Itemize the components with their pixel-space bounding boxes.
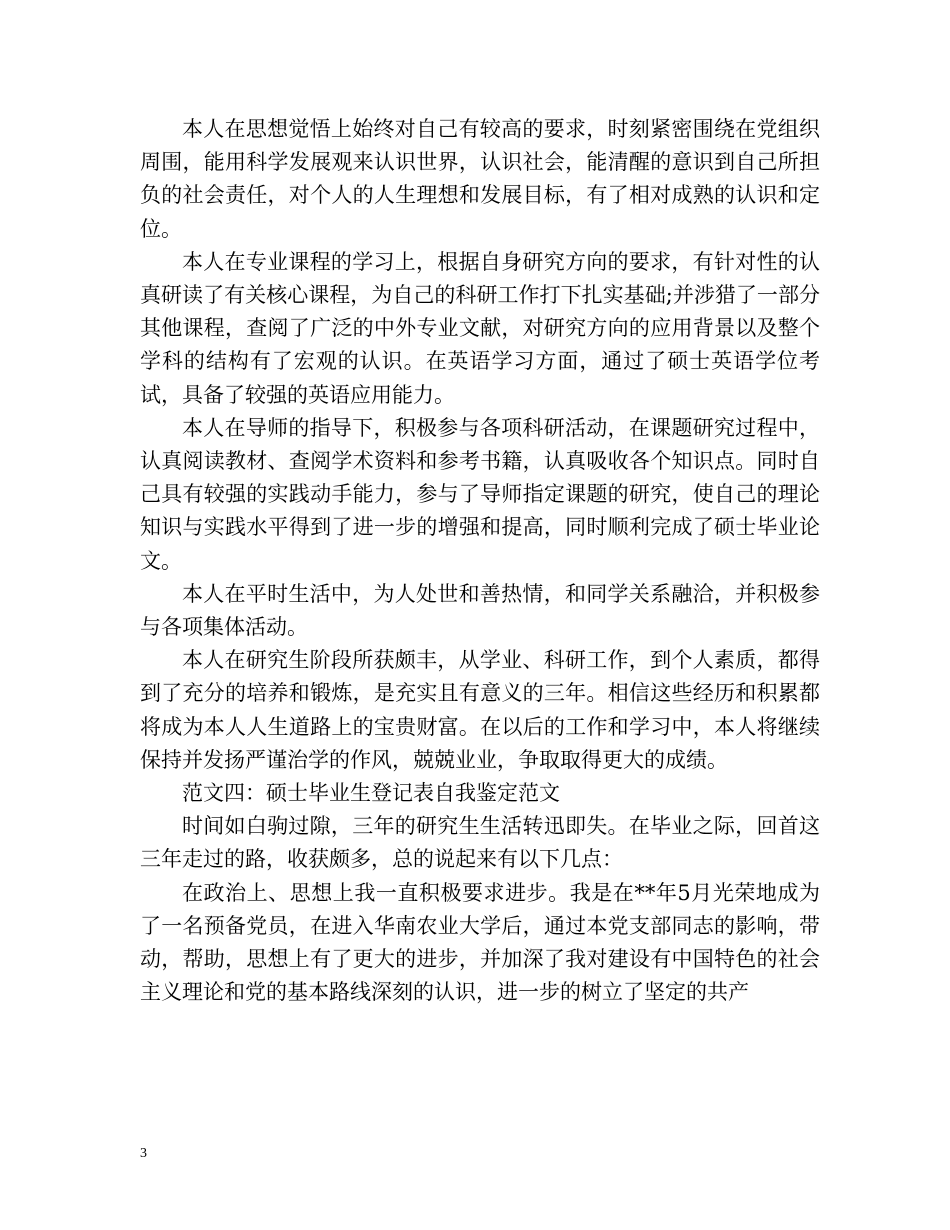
paragraph-summary: 本人在研究生阶段所获颇丰，从学业、科研工作，到个人素质，都得到了充分的培养和锻炼，是充实且有意义的三年。相信这些经历和积累都将成为本人人生道路上的宝贵财富。在以后的工作和学习中，本人将继续保持并发扬严谨治学的作风，兢兢业业，争取取得更大的成绩。 xyxy=(140,648,820,772)
document-body xyxy=(140,113,820,1009)
paragraph-intro: 时间如白驹过隙，三年的研究生生活转迅即失。在毕业之际，回首这三年走过的路，收获颇多，总的说起来有以下几点： xyxy=(140,814,820,872)
paragraph-ideology: 本人在思想觉悟上始终对自己有较高的要求，时刻紧密围绕在党组织周围，能用科学发展观来认识世界，认识社会，能清醒的意识到自己所担负的社会责任，对个人的人生理想和发展目标，有了相对成熟的认识和定位。 xyxy=(140,117,820,241)
paragraph-politics: 在政治上、思想上我一直积极要求进步。我是在**年5月光荣地成为了一名预备党员，在进入华南农业大学后，通过本党支部同志的影响，带动，帮助，思想上有了更大的进步，并加深了我对建设有中国特色的社会主义理论和党的基本路线深刻的认识，进一步的树立了坚定的共产 xyxy=(140,880,820,1005)
paragraph-daily-life: 本人在平时生活中，为人处世和善热情，和同学关系融洽，并积极参与各项集体活动。 xyxy=(140,581,820,640)
paragraph-coursework: 本人在专业课程的学习上，根据自身研究方向的要求，有针对性的认真研读了有关核心课程，为自己的科研工作打下扎实基础;并涉猎了一部分其他课程，查阅了广泛的中外专业文献，对研究方向的应用背景以及整个学科的结构有了宏观的认识。在英语学习方面，通过了硕士英语学位考试，具备了较强的英语应用能力。 xyxy=(140,249,820,407)
section-heading-sample-four: 范文四：硕士毕业生登记表自我鉴定范文 xyxy=(182,781,560,806)
paragraph-research: 本人在导师的指导下，积极参与各项科研活动，在课题研究过程中，认真阅读教材、查阅学术资料和参考书籍，认真吸收各个知识点。同时自己具有较强的实践动手能力，参与了导师指定课题的研究，使自己的理论知识与实践水平得到了进一步的增强和提高，同时顺利完成了硕士毕业论文。 xyxy=(140,415,820,573)
page-number: 3 xyxy=(140,1146,147,1161)
